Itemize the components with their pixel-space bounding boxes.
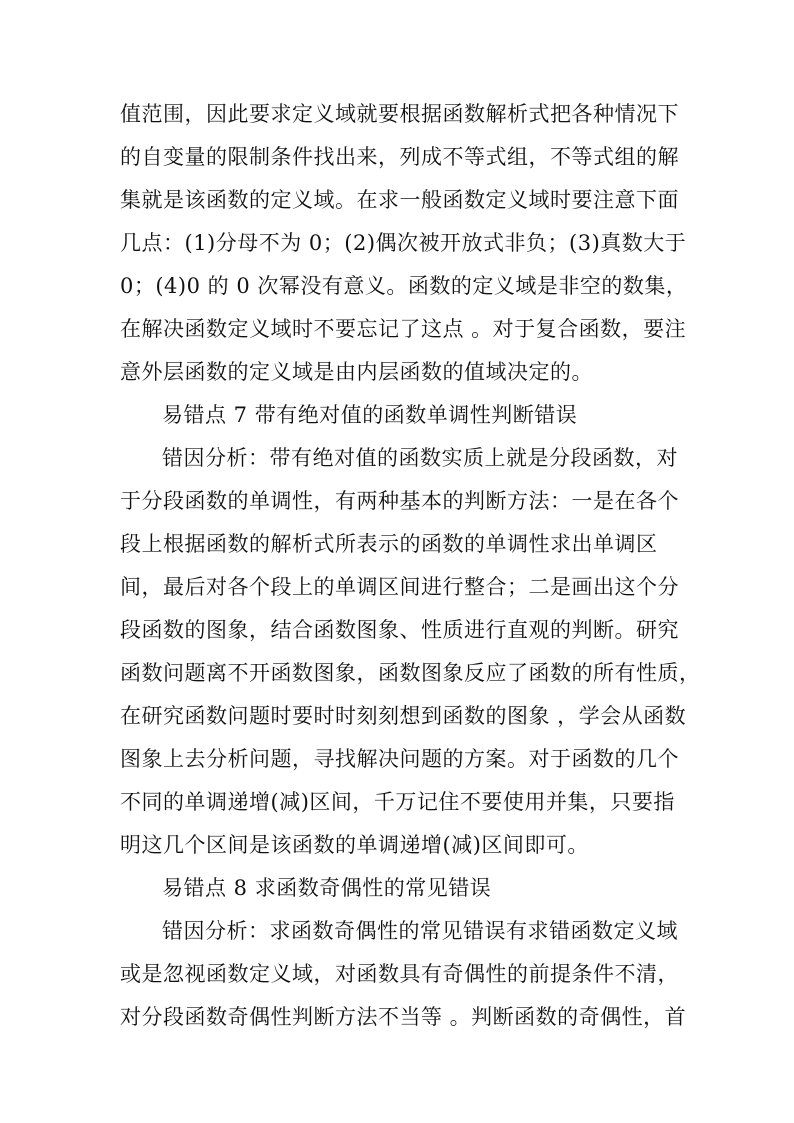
text-line: 0；(4)0 的 0 次幂没有意义。函数的定义域是非空的数集， bbox=[120, 274, 688, 298]
text-line: 明这几个区间是该函数的单调递增(减)区间即可。 bbox=[120, 833, 589, 857]
text-line: 在解决函数定义域时不要忘记了这点 。对于复合函数，要注 bbox=[120, 317, 687, 341]
text-line: 不同的单调递增(减)区间，千万记住不要使用并集，只要指 bbox=[120, 790, 675, 814]
text-line: 对分段函数奇偶性判断方法不当等 。判断函数的奇偶性，首 bbox=[120, 1005, 687, 1029]
section-heading: 易错点 8 求函数奇偶性的常见错误 bbox=[162, 876, 492, 900]
text-line: 的自变量的限制条件找出来，列成不等式组，不等式组的解 bbox=[120, 145, 679, 169]
text-line: 间，最后对各个段上的单调区间进行整合；二是画出这个分 bbox=[120, 575, 679, 599]
section-heading: 易错点 7 带有绝对值的函数单调性判断错误 bbox=[162, 403, 578, 427]
text-line: 意外层函数的定义域是由内层函数的值域决定的。 bbox=[120, 360, 593, 384]
text-line: 段上根据函数的解析式所表示的函数的单调性求出单调区 bbox=[120, 532, 658, 556]
text-line: 在研究函数问题时要时时刻刻想到函数的图象 ，学会从函数 bbox=[120, 704, 687, 728]
text-line: 错因分析：求函数奇偶性的常见错误有求错函数定义域 bbox=[162, 919, 678, 943]
text-line: 集就是该函数的定义域。在求一般函数定义域时要注意下面 bbox=[120, 188, 679, 212]
text-line: 错因分析：带有绝对值的函数实质上就是分段函数，对 bbox=[162, 446, 678, 470]
text-line: 函数问题离不开函数图象，函数图象反应了函数的所有性质， bbox=[120, 661, 701, 685]
text-line: 几点：(1)分母不为 0；(2)偶次被开放式非负；(3)真数大于 bbox=[120, 231, 687, 255]
text-line: 段函数的图象，结合函数图象、性质进行直观的判断。研究 bbox=[120, 618, 679, 642]
text-line: 或是忽视函数定义域，对函数具有奇偶性的前提条件不清， bbox=[120, 962, 679, 986]
text-line: 于分段函数的单调性，有两种基本的判断方法：一是在各个 bbox=[120, 489, 679, 513]
text-line: 图象上去分析问题，寻找解决问题的方案。对于函数的几个 bbox=[120, 747, 679, 771]
text-line: 值范围，因此要求定义域就要根据函数解析式把各种情况下 bbox=[120, 102, 679, 126]
